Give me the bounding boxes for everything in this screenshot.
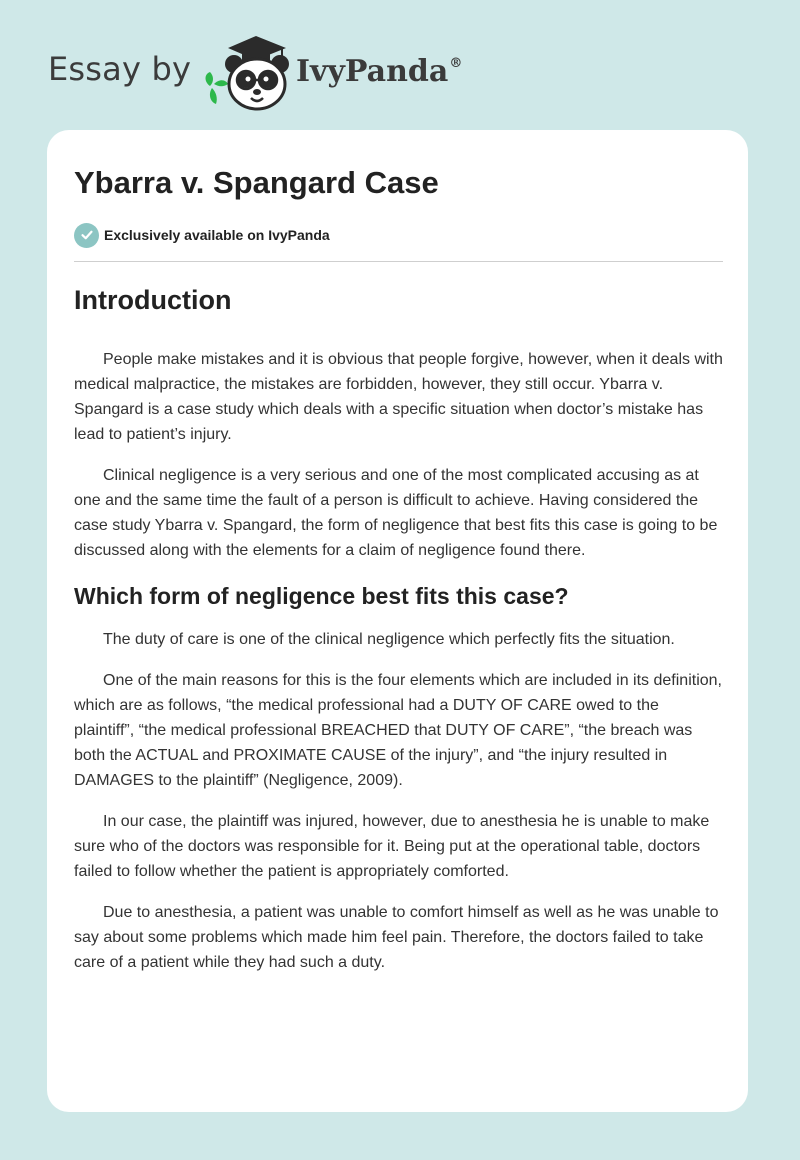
- essay-by-label: Essay by: [48, 50, 192, 88]
- exclusive-label: Exclusively available on IvyPanda: [104, 227, 330, 243]
- section-heading-negligence-form: Which form of negligence best fits this case?: [74, 583, 569, 609]
- paragraph: The duty of care is one of the clinical negligence which perfectly fits the situation.: [103, 631, 675, 648]
- divider: [74, 261, 723, 262]
- site-header: [48, 30, 528, 114]
- paragraph: People make mistakes and it is obvious that people forgive, however, when it deals with medical malpractice, the mistakes are forbidden, however, they still occur. Ybarra v. Spangard is a case study which deals with a specific situation when doctor’s mistake has lead to patient’s injury.: [74, 351, 723, 443]
- paragraph: Due to anesthesia, a patient was unable to comfort himself as well as he was unable to say about some problems which made him feel pain. Therefore, the doctors failed to take care of a patient while they had such a duty.: [74, 904, 719, 971]
- essay-body: [74, 282, 723, 975]
- check-icon: [74, 223, 99, 248]
- section-heading-introduction: Introduction: [74, 285, 232, 315]
- essay-card: [47, 130, 748, 1112]
- panda-graduate-icon: [202, 34, 294, 114]
- paragraph: In our case, the plaintiff was injured, however, due to anesthesia he is unable to make sure who of the doctors was responsible for it. Being put at the operational table, doctors failed to follow whether the patient is appropriately comforted.: [74, 813, 710, 880]
- brand-name: IvyPanda®: [296, 54, 463, 89]
- exclusive-badge: [74, 222, 330, 248]
- page-title: Ybarra v. Spangard Case: [74, 165, 439, 200]
- paragraph: Clinical negligence is a very serious and one of the most complicated accusing as at one and the same time the fault of a person is difficult to achieve. Having considered the case study Ybarra v. Spangard, the form of negligence that best fits this case is going to be discussed along with the elements for a claim of negligence found there.: [74, 467, 718, 559]
- paragraph: One of the main reasons for this is the four elements which are included in its definition, which are as follows, “the medical professional had a DUTY OF CARE owed to the plaintiff”, “the medical professional BREACHED that DUTY OF CARE”, “the breach was both the ACTUAL and PROXIMATE CAUSE of the injury”, and “the injury resulted in DAMAGES to the plaintiff” (Negligence, 2009).: [74, 672, 722, 789]
